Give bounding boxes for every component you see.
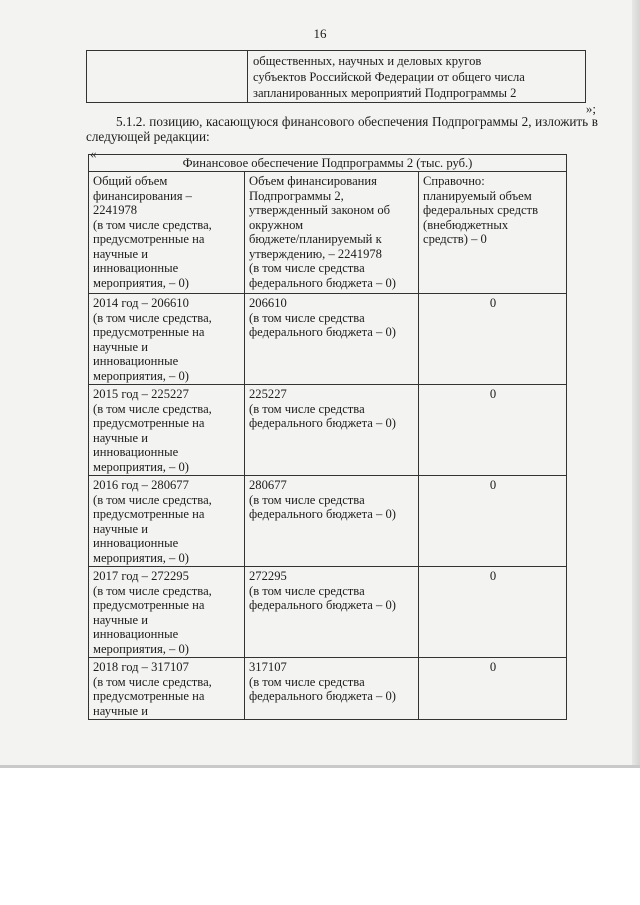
- table-row: [89, 476, 567, 567]
- opening-quote: «: [90, 146, 97, 161]
- year-federal-cell: 0: [419, 385, 567, 476]
- year-budget-cell: 280677 (в том числе средства федерального бюджета – 0): [245, 476, 419, 567]
- year-federal-cell: 0: [419, 567, 567, 658]
- financing-table-title-row: [89, 155, 567, 172]
- year-budget-cell: 272295 (в том числе средства федерального бюджета – 0): [245, 567, 419, 658]
- closing-quote: »;: [585, 101, 596, 116]
- year-total-cell: 2016 год – 280677 (в том числе средства, предусмотренные на научные и инновационные мероприятия, – 0): [89, 476, 245, 567]
- year-federal-cell: 0: [419, 294, 567, 385]
- year-federal-cell: 0: [419, 658, 567, 720]
- page-number: 16: [313, 26, 327, 41]
- total-financing-cell: Общий объем финансирования – 2241978 (в том числе средства, предусмотренные на научные и инновационные мероприятия, – 0): [89, 172, 245, 294]
- financing-table: [88, 154, 567, 720]
- year-budget-cell: 225227 (в том числе средства федерального бюджета – 0): [245, 385, 419, 476]
- approved-budget-cell: Объем финансирования Подпрограммы 2, утвержденный законом об окружном бюджете/планируемый к утверждению, – 2241978 (в том числе средства федерального бюджета – 0): [245, 172, 419, 294]
- year-total-cell: 2018 год – 317107 (в том числе средства, предусмотренные на научные и: [89, 658, 245, 720]
- financing-table-title: Финансовое обеспечение Подпрограммы 2 (тыс. руб.): [89, 155, 567, 172]
- previous-table-row: [87, 51, 586, 103]
- table-row: [89, 658, 567, 720]
- previous-table-fragment: [86, 50, 586, 103]
- year-total-cell: 2017 год – 272295 (в том числе средства, предусмотренные на научные и инновационные мероприятия, – 0): [89, 567, 245, 658]
- year-budget-cell: 206610 (в том числе средства федерального бюджета – 0): [245, 294, 419, 385]
- previous-table-left-cell: [87, 51, 248, 103]
- financing-table-header-row: [89, 172, 567, 294]
- year-total-cell: 2015 год – 225227 (в том числе средства, предусмотренные на научные и инновационные мероприятия, – 0): [89, 385, 245, 476]
- year-budget-cell: 317107 (в том числе средства федерального бюджета – 0): [245, 658, 419, 720]
- table-row: [89, 294, 567, 385]
- year-federal-cell: 0: [419, 476, 567, 567]
- year-total-cell: 2014 год – 206610 (в том числе средства, предусмотренные на научные и инновационные мероприятия, – 0): [89, 294, 245, 385]
- scan-edge-shadow: [632, 0, 640, 768]
- table-row: [89, 385, 567, 476]
- federal-funds-reference-cell: Справочно: планируемый объем федеральных средств (внебюджетных средств) – 0: [419, 172, 567, 294]
- amendment-paragraph: 5.1.2. позицию, касающуюся финансового обеспечения Подпрограммы 2, изложить в следующей редакции:: [86, 114, 598, 144]
- table-row: [89, 567, 567, 658]
- previous-table-right-cell: общественных, научных и деловых кругов субъектов Российской Федерации от общего числа запланированных мероприятий Подпрограммы 2: [248, 51, 586, 103]
